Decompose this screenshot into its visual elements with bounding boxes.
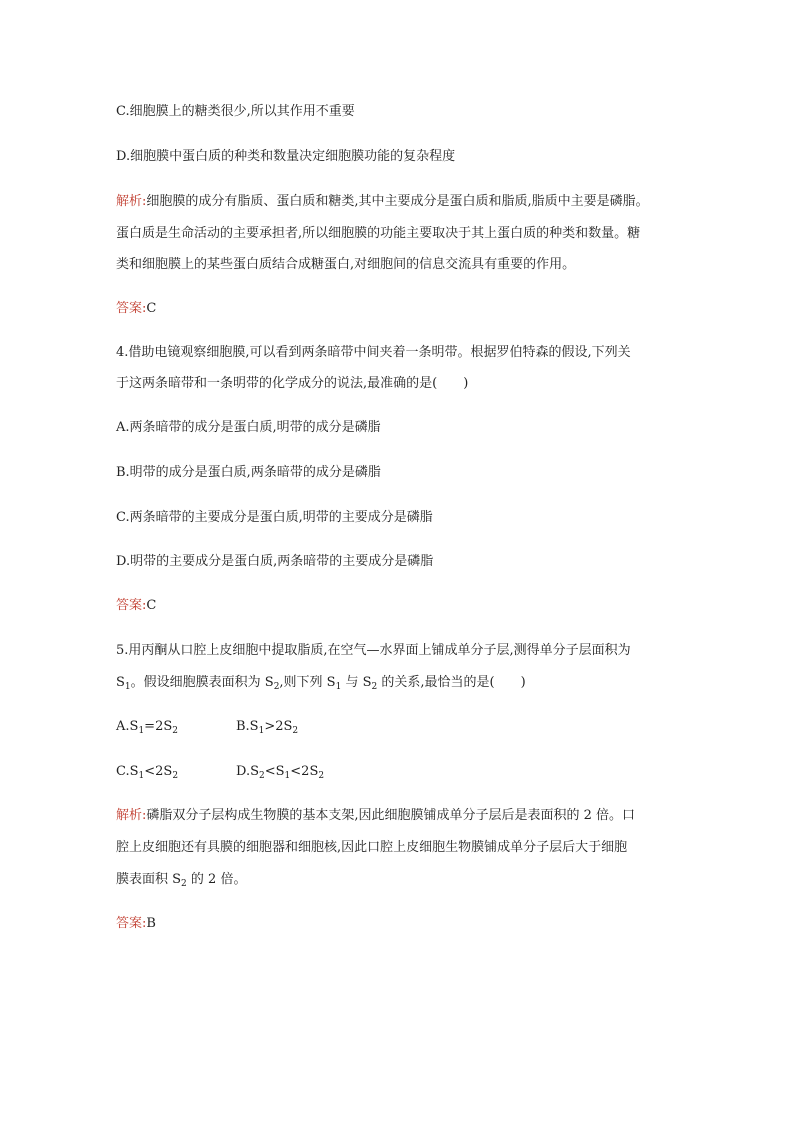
q3-explanation-line-2: 蛋白质是生命活动的主要承担者,所以细胞膜的功能主要取决于其上蛋白质的种类和数量。糖 bbox=[116, 226, 641, 241]
q5-stem-line-1: 5.用丙酮从口腔上皮细胞中提取脂质,在空气—水界面上铺成单分子层,测得单分子层面积为 bbox=[116, 643, 631, 658]
q4-option-b: B.明带的成分是蛋白质,两条暗带的成分是磷脂 bbox=[116, 465, 381, 480]
q5-explanation-line-1 bbox=[116, 807, 635, 825]
q3-answer bbox=[116, 300, 156, 318]
q5-answer bbox=[116, 915, 156, 933]
q4-stem-line-2: 于这两条暗带和一条明带的化学成分的说法,最准确的是( ) bbox=[116, 376, 469, 391]
q4-answer bbox=[116, 597, 156, 615]
q5-explanation-line-3: 膜表面积 $S_2$ 的 2 倍。 bbox=[116, 872, 247, 889]
explanation-label: 解析: bbox=[116, 808, 147, 823]
q3-option-d: D.细胞膜中蛋白质的种类和数量决定细胞膜功能的复杂程度 bbox=[116, 149, 456, 164]
q3-explanation-line-3: 类和细胞膜上的某些蛋白质结合成糖蛋白,对细胞间的信息交流具有重要的作用。 bbox=[116, 257, 576, 272]
answer-value: B bbox=[146, 916, 156, 931]
answer-value: C bbox=[146, 598, 157, 613]
q5-option-a: $A.S_1=2S_2$ bbox=[116, 719, 178, 736]
answer-label: 答案: bbox=[116, 916, 147, 931]
answer-label: 答案: bbox=[116, 598, 147, 613]
answer-label: 答案: bbox=[116, 301, 147, 316]
answer-value: C bbox=[146, 301, 157, 316]
q5-option-d: $D.S_2<S_1<2S_2$ bbox=[236, 764, 325, 781]
explanation-text: 细胞膜的成分有脂质、蛋白质和糖类,其中主要成分是蛋白质和脂质,脂质中主要是磷脂。 bbox=[146, 194, 649, 209]
q3-option-c: C.细胞膜上的糖类很少,所以其作用不重要 bbox=[116, 104, 355, 119]
q5-option-c: $C.S_1<2S_2$ bbox=[116, 764, 179, 781]
explanation-label: 解析: bbox=[116, 194, 147, 209]
q3-explanation-line-1 bbox=[116, 193, 649, 211]
q5-stem-line-2: $S_1$。假设细胞膜表面积为 $S_2$,则下列 $S_1$ 与 $S_2$ 的关系,最恰当的是( ) bbox=[116, 675, 526, 692]
explanation-text: 磷脂双分子层构成生物膜的基本支架,因此细胞膜铺成单分子层后是表面积的 2 倍。口 bbox=[146, 808, 636, 823]
q4-option-a: A.两条暗带的成分是蛋白质,明带的成分是磷脂 bbox=[116, 420, 381, 435]
q4-option-d: D.明带的主要成分是蛋白质,两条暗带的主要成分是磷脂 bbox=[116, 554, 434, 569]
q5-explanation-line-2: 腔上皮细胞还有具膜的细胞器和细胞核,因此口腔上皮细胞生物膜铺成单分子层后大于细胞 bbox=[116, 840, 628, 855]
q5-option-b: $B.S_1>2S_2$ bbox=[236, 719, 299, 736]
q4-option-c: C.两条暗带的主要成分是蛋白质,明带的主要成分是磷脂 bbox=[116, 510, 433, 525]
q4-stem-line-1: 4.借助电镜观察细胞膜,可以看到两条暗带中间夹着一条明带。根据罗伯特森的假设,下列关 bbox=[116, 345, 631, 360]
